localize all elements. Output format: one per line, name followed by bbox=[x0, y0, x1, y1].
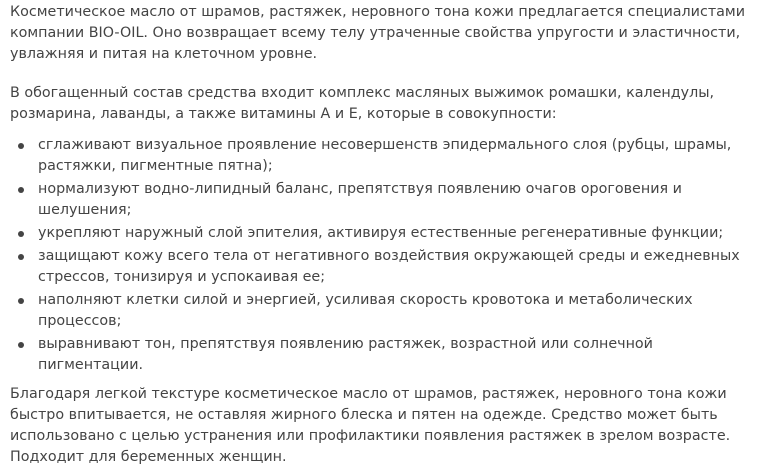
benefit-text: сглаживают визуальное проявление несовершенств эпидермального слоя (рубцы, шрамы, растяжки, пигментные пятна); bbox=[38, 137, 732, 174]
benefits-list bbox=[10, 135, 767, 376]
benefit-text: выравнивают тон, препятствуя появлению растяжек, возрастной или солнечной пигментации. bbox=[38, 336, 653, 373]
benefit-text: нормализуют водно-липидный баланс, препятствуя появлению очагов ороговения и шелушения; bbox=[38, 181, 682, 218]
composition-paragraph: В обогащенный состав средства входит комплекс масляных выжимок ромашки, календулы, розмарина, лаванды, а также витамины A и E, которые в совокупности: bbox=[10, 85, 715, 122]
benefit-text: защищают кожу всего тела от негативного воздействия окружающей среды и ежедневных стрессов, тонизируя и успокаивая ее; bbox=[38, 248, 740, 285]
conclusion-paragraph: Благодаря легкой текстуре косметическое масло от шрамов, растяжек, неровного тона кожи быстро впитывается, не оставляя жирного блеска и пятен на одежде. Средство может быть использовано с целью устранения или профилактики появления растяжек в зрелом возрасте. Подходит для беременных женщин. bbox=[10, 386, 731, 465]
bullet-icon bbox=[18, 254, 24, 260]
benefit-item bbox=[38, 246, 754, 288]
benefit-item bbox=[38, 334, 754, 376]
benefit-text: укрепляют наружный слой эпителия, активируя естественные регенеративные функции; bbox=[38, 225, 724, 241]
benefit-item bbox=[38, 223, 754, 244]
benefit-item bbox=[38, 179, 754, 221]
benefit-item bbox=[38, 290, 754, 332]
bullet-icon bbox=[18, 342, 24, 348]
bullet-icon bbox=[18, 231, 24, 237]
bullet-icon bbox=[18, 143, 24, 149]
benefit-text: наполняют клетки силой и энергией, усиливая скорость кровотока и метаболических процессов; bbox=[38, 292, 693, 329]
bullet-icon bbox=[18, 187, 24, 193]
bullet-icon bbox=[18, 298, 24, 304]
intro-paragraph: Косметическое масло от шрамов, растяжек, неровного тона кожи предлагается специалистами компании BIO-OIL. Оно возвращает всему телу утраченные свойства упругости и эластичности, увлажняя и питая на клеточном уровне. bbox=[10, 4, 745, 62]
benefit-item bbox=[38, 135, 754, 177]
